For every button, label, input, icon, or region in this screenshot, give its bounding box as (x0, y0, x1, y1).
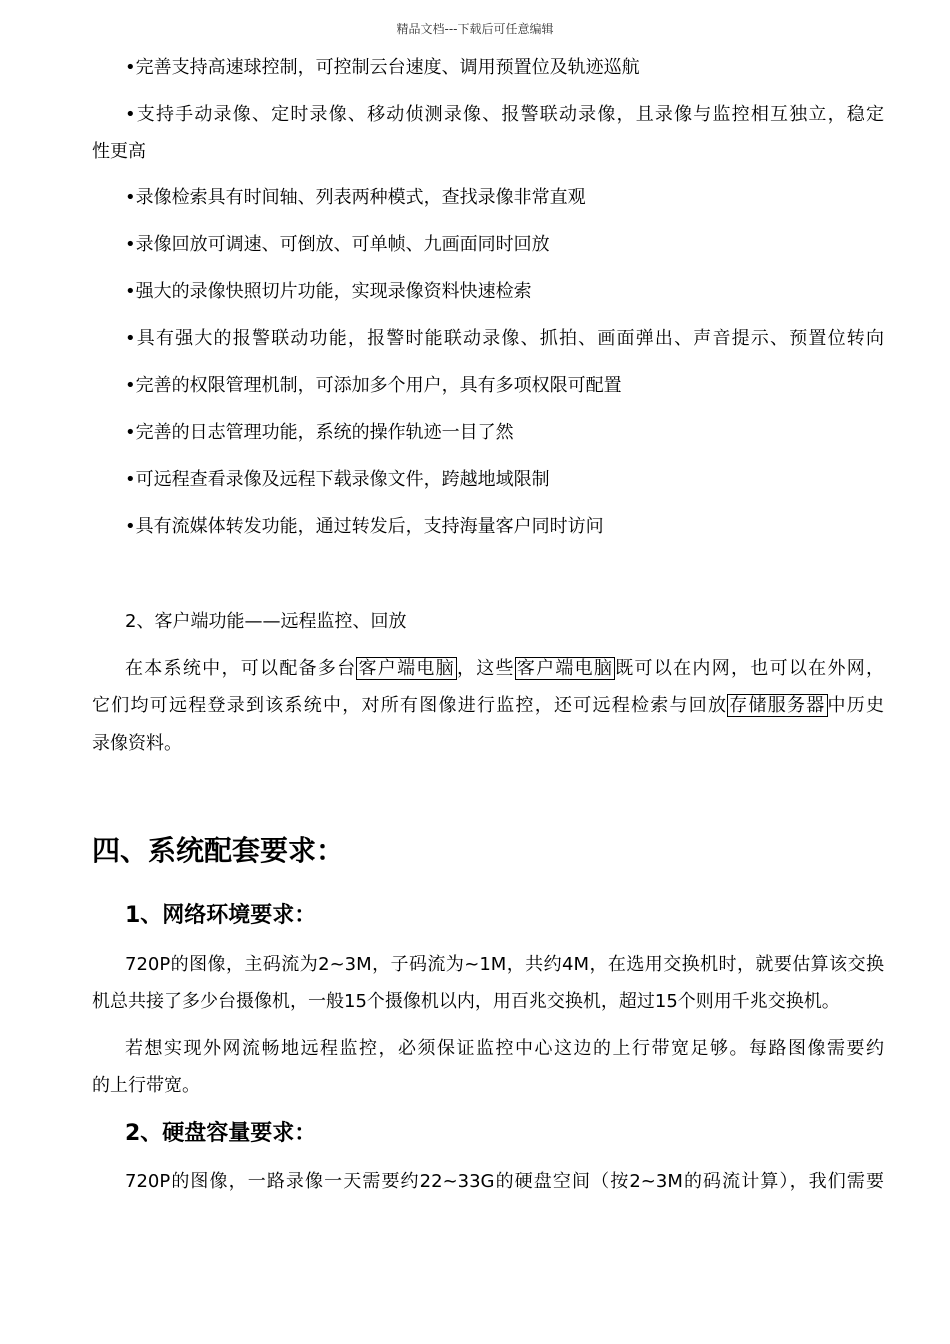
bullet-item: •具有强大的报警联动功能，报警时能联动录像、抓拍、画面弹出、声音提示、预置位转向 (125, 328, 884, 349)
text-run: 中历史 (827, 695, 884, 716)
section-title: 四、系统配套要求： (92, 834, 345, 867)
bullet-item: •录像检索具有时间轴、列表两种模式，查找录像非常直观 (125, 187, 586, 208)
bullet-item: •录像回放可调速、可倒放、可单帧、九画面同时回放 (125, 234, 550, 255)
subsection-heading: 1、网络环境要求： (125, 903, 317, 928)
highlighted-term: 客户端电脑 (358, 658, 455, 679)
bullet-item: •可远程查看录像及远程下载录像文件，跨越地域限制 (125, 469, 550, 490)
paragraph-line: 的上行带宽。 (92, 1075, 200, 1096)
page-header: 精品文档---下载后可任意编辑 (396, 22, 554, 36)
subsection-heading: 2、硬盘容量要求： (125, 1121, 317, 1146)
highlighted-term: 存储服务器 (729, 695, 826, 716)
text-run: ，这些 (456, 658, 515, 679)
paragraph-line: 720P的图像，主码流为2~3M，子码流为~1M，共约4M，在选用交换机时，就要估算该交换 (125, 954, 884, 975)
text-run: 既可以在内网，也可以在外网， (615, 658, 885, 679)
text-run: 在本系统中，可以配备多台 (125, 658, 357, 679)
client-paragraph-line: 录像资料。 (92, 733, 182, 754)
bullet-item: •强大的录像快照切片功能，实现录像资料快速检索 (125, 281, 532, 302)
bullet-item: •完善的日志管理功能，系统的操作轨迹一目了然 (125, 422, 514, 443)
bullet-item-continuation: 性更高 (92, 141, 146, 162)
bullet-item: •具有流媒体转发功能，通过转发后，支持海量客户同时访问 (125, 516, 604, 537)
client-paragraph-line (125, 657, 884, 681)
bullet-item: •完善支持高速球控制，可控制云台速度、调用预置位及轨迹巡航 (125, 57, 640, 78)
bullet-item: •支持手动录像、定时录像、移动侦测录像、报警联动录像，且录像与监控相互独立，稳定 (125, 104, 884, 125)
paragraph-line: 机总共接了多少台摄像机，一般15个摄像机以内，用百兆交换机，超过15个则用千兆交换机。 (92, 991, 840, 1012)
paragraph-line: 若想实现外网流畅地远程监控，必须保证监控中心这边的上行带宽足够。每路图像需要约 (125, 1038, 884, 1059)
client-paragraph-line (92, 694, 884, 718)
client-heading: 2、客户端功能——远程监控、回放 (125, 611, 407, 632)
paragraph-line: 720P的图像，一路录像一天需要约22~33G的硬盘空间（按2~3M的码流计算），我们需要 (125, 1171, 884, 1192)
bullet-item: •完善的权限管理机制，可添加多个用户，具有多项权限可配置 (125, 375, 622, 396)
text-run: 它们均可远程登录到该系统中，对所有图像进行监控，还可远程检索与回放 (92, 695, 728, 716)
highlighted-term: 客户端电脑 (516, 658, 614, 679)
